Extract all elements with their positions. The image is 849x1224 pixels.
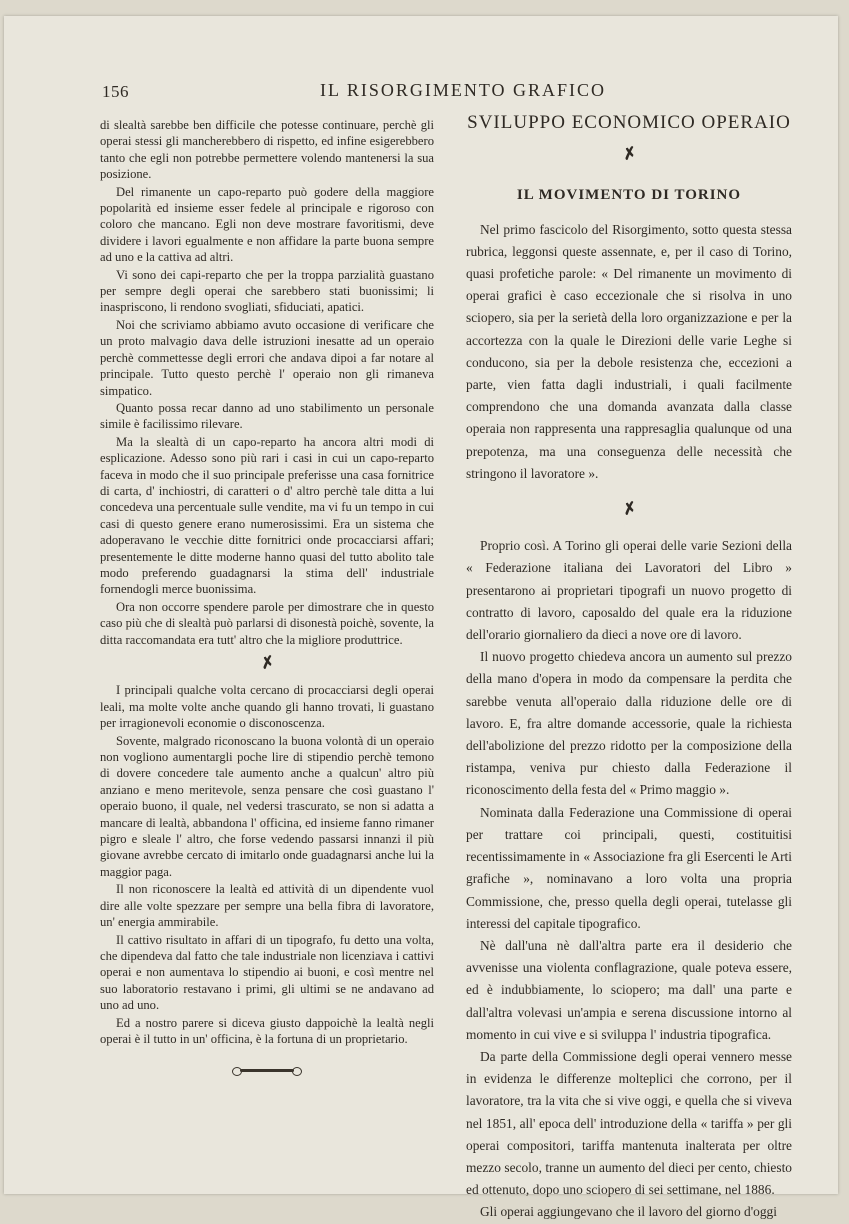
paragraph: Noi che scriviamo abbiamo avuto occasione di verificare che un proto malvagio dava delle istruzioni inesatte ad un operaio perchè commettesse degli errori che andava dipoi a far notare al principale. Tutto questo perchè l' operaio non gli rimaneva simpatico. [100,317,434,398]
paragraph: Ora non occorre spendere parole per dimostrare che in questo caso più che di slealtà può parlarsi di disonestà poichè, sovente, la ditta raccomandata era tutt' altro che la migliore produttrice. [100,599,434,647]
left-column [100,117,434,1077]
paragraph: Ma la slealtà di un capo-reparto ha ancora altri modi di esplicazione. Adesso sono più rari i casi in cui un capo-reparto faceva in modo che il suo principale preferisse una casa fornitrice di carta, d' inchiostri, di caratteri o d' altro perchè tale ditta a lui concedeva una percentuale sulle vendite, ma vi fu un tempo in cui casi di questo genere erano numerosissimi. Era un sistema che adoperavano le vecchie ditte fornitrici onde procacciarsi affari; presentemente le ditte moderne hanno quasi del tutto abolito tale modo preferendo guadagnarsi la stima dell' industriale fornendogli merce buonissima. [100,434,434,597]
paragraph: Quanto possa recar danno ad uno stabilimento un personale simile è facilissimo rilevare. [100,400,434,432]
paragraph: Proprio così. A Torino gli operai delle varie Sezioni della « Federazione italiana dei Lavoratori del Libro » presentarono ai proprietari tipografi un nuovo progetto di contratto di lavoro, caposaldo del quale era la riduzione dell'orario giornaliero da dieci a nove ore di lavoro. [466,538,792,643]
paragraph: Ed a nostro parere si diceva giusto dappoichè la lealtà negli operai è il tutto in un' officina, è la fortuna di un proprietario. [100,1015,434,1046]
paragraph: Da parte della Commissione degli operai vennero messe in evidenza le differenze molteplici che corrono, per il lavoratore, tra la vita che si vive oggi, e quella che si viveva nel 1851, all' epoca dell' introduzione della « tariffa » per gli operai compositori, tariffa mantenuta inalterata per oltre mezzo secolo, tranne un aumento del dieci per cento, chiesto ed ottenuto, dopo uno sciopero di sei settimane, nel 1886. [466,1048,792,1198]
section-title: SVILUPPO ECONOMICO OPERAIO [467,112,791,133]
article-subtitle: IL MOVIMENTO DI TORINO [516,187,742,204]
paragraph: Sovente, malgrado riconoscano la buona volontà di un operaio non vogliono aumentargli poche lire di stipendio perchè temono di dovere concedere tale aumento anche a qualcun' altro più anziano e meno meritevole, senza pensare che così guastano l' operaio buono, il quale, nel vedersi trascurato, se non si adatta a mancare di lealtà, abbandona l' officina, ed insieme fanno rimaner pigro e sleale l' altro, che forse vedendo passarsi innanzi il più giovane avrebbe cercato di imitarlo onde guadagnarsi anche lui la maggior paga. [100,733,434,879]
paragraph: Il nuovo progetto chiedeva ancora un aumento sul prezzo della mano d'opera in modo da compensare la perdita che sarebbe venuta all'operaio dalla riduzione delle ore di lavoro. E, fra altre domande accessorie, quale la richiesta dell'abolizione del prezzo ridotto per la composizione della ristampa, veniva pur chiesto dalla Federazione il riconoscimento della festa del « Primo maggio ». [466,649,792,798]
fleuron-ornament: ✗ [621,145,637,165]
paragraph: Nominata dalla Federazione una Commissione di operai per trattare coi principali, questi, costituitisi recentissimamente in « Associazione fra gli Esercenti le Arti grafiche », nominavano a loro volta una propria Commissione, che, presso quella degli operai, tutelasse gli interessi del capitale tipografico. [466,804,792,931]
paragraph: Nel primo fascicolo del Risorgimento, sotto questa stessa rubrica, leggonsi queste assennate, e, per il caso di Torino, quasi profetiche parole: « Del rimanente un movimento di operai grafici è caso eccezionale che si risolva in uno sciopero, sia per la serietà della loro organizzazione e per la accortezza con la quale le Direzioni delle varie Leghe si conducono, sia per la debole resistenza che, eccezioni a parte, vien fatta dagli industriali, i quali facilmente comprendono che una domanda avanzata dalla classe operaia non rappresenta una rappresaglia qualunque od una prepotenza, ma una conseguenza delle necessità che stringono il lavoratore ». [466,221,792,481]
paragraph: I principali qualche volta cercano di procacciarsi degli operai leali, ma molte volte anche quando gli hanno trovati, li guastano per irragionevoli economie o disconoscenza. [100,683,434,731]
paragraph: di slealtà sarebbe ben difficile che potesse continuare, perchè gli operai stessi gli mancherebbero di rispetto, ed infine esigerebbero tanto che egli non potrebbe permettere volendo mantenersi la sua posizione. [100,118,434,182]
right-column [466,112,792,1224]
paragraph: Il non riconoscere la lealtà ed attività di un dipendente vuol dire alle volte spezzare per sempre una bella fibra di lavoratore, un' energia ammirabile. [100,882,434,930]
paragraph: Il cattivo risultato in affari di un tipografo, fu detto una volta, che dipendeva dal fatto che tale industriale non licenziava i cattivi operai e non aumentava lo stipendio ai buoni, e così mentre nel suo laboratorio restavano i primi, gli ultimi se ne andavano ad uno ad uno. [100,932,434,1013]
page-number: 156 [102,82,129,101]
fleuron-ornament: ✗ [621,500,637,520]
paragraph: Gli operai aggiungevano che il lavoro del giorno d'oggi [480,1204,777,1220]
paragraph: Vi sono dei capi-reparto che per la troppa parzialità guastano per sempre degli operai che sarebbero stati buonissimi; li inaspriscono, li rendono svogliati, sfiduciati, apatici. [100,267,434,315]
paragraph: Nè dall'una nè dall'altra parte era il desiderio che avvenisse una violenta conflagrazione, quale poteva essere, ed è indubbiamente, lo sciopero; ma dall' una parte e dall'altra volevasi un'ampia e serena discussione intorno al momento in cui vive e si sviluppa l' industria tipografica. [466,937,792,1042]
tailpiece-ornament [232,1065,302,1077]
paragraph: Del rimanente un capo-reparto può godere della maggiore popolarità ed insieme esser fedele al principale e rigoroso con coloro che mancano. Egli non deve mostrare favoritismi, deve dividere i lavori egualmente e non affidare la parte buona sempre ad uno e la cattiva ad altri. [100,184,434,265]
running-title: IL RISORGIMENTO GRAFICO [320,80,607,100]
fleuron-ornament: ✗ [259,654,275,674]
